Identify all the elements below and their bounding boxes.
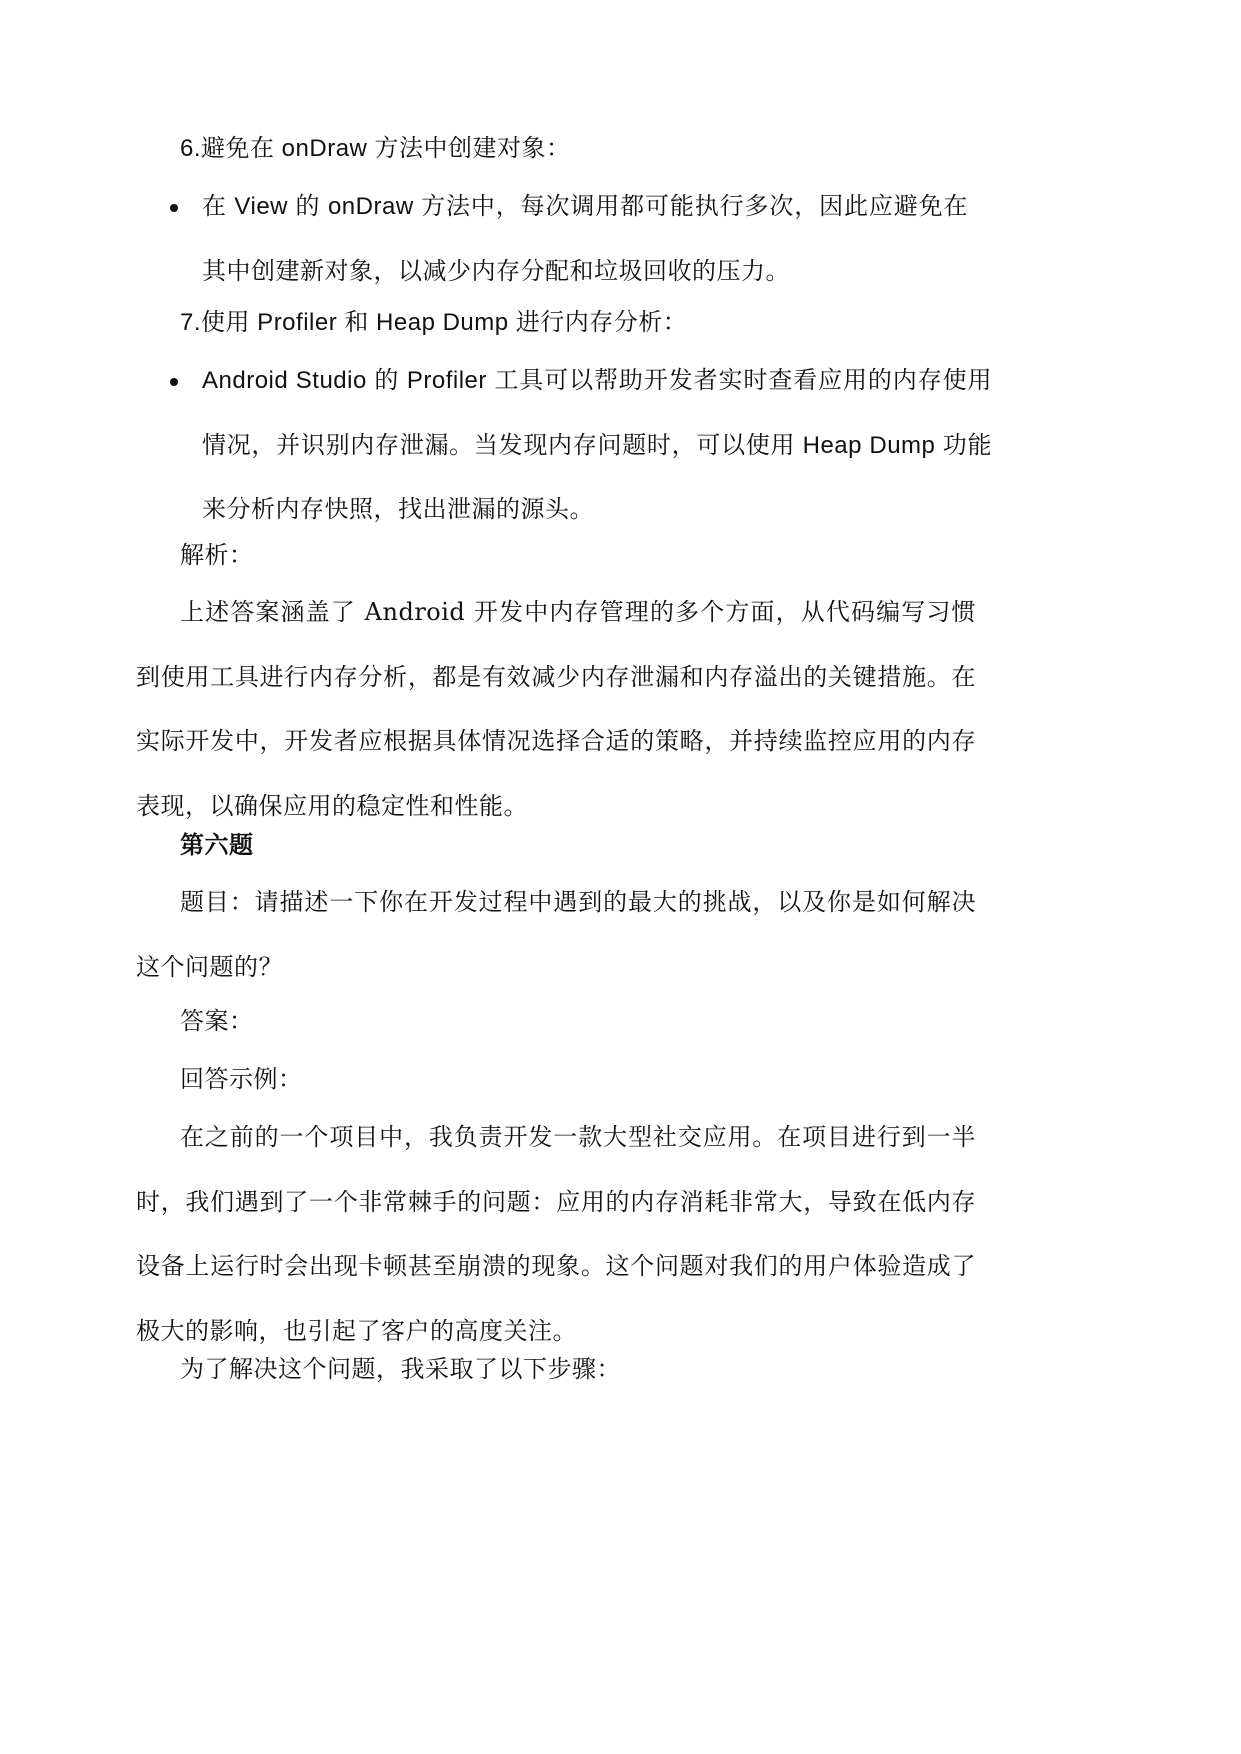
bullet-dot-icon [170, 204, 178, 212]
question-title: 第六题 [180, 830, 254, 859]
question-text: 题目：请描述一下你在开发过程中遇到的最大的挑战，以及你是如何解决这个问题的？ [136, 888, 976, 981]
steps-intro: 为了解决这个问题，我采取了以下步骤： [180, 1355, 621, 1383]
story-paragraph: 在之前的一个项目中，我负责开发一款大型社交应用。在项目进行到一半时，我们遇到了一个非常棘手的问题：应用的内存消耗非常大，导致在低内存设备上运行时会出现卡顿甚至崩溃的现象。这个问题对我们的用户体验造成了极大的影响，也引起了客户的高度关注。 [136, 1123, 976, 1345]
analysis-paragraph: 上述答案涵盖了 Android 开发中内存管理的多个方面，从代码编写习惯到使用工具进行内存分析，都是有效减少内存泄漏和内存溢出的关键措施。在实际开发中，开发者应根据具体情况选择合适的策略，并持续监控应用的内存表现，以确保应用的稳定性和性能。 [136, 598, 976, 820]
item6-heading: 6.避免在 onDraw 方法中创建对象： [180, 135, 571, 162]
answer-label: 答案： [180, 1007, 254, 1035]
bullet-dot-icon [170, 378, 178, 386]
example-label: 回答示例： [180, 1065, 303, 1093]
item6-bullet-text: 在 View 的 onDraw 方法中，每次调用都可能执行多次，因此应避免在其中创建新对象，以减少内存分配和垃圾回收的压力。 [202, 193, 968, 285]
item7-bullet-text: Android Studio 的 Profiler 工具可以帮助开发者实时查看应用的内存使用情况，并识别内存泄漏。当发现内存问题时，可以使用 Heap Dump 功能来分析内存快照，找出泄漏的源头。 [202, 367, 992, 524]
analysis-label: 解析： [180, 541, 254, 569]
item7-heading: 7.使用 Profiler 和 Heap Dump 进行内存分析： [180, 309, 688, 336]
